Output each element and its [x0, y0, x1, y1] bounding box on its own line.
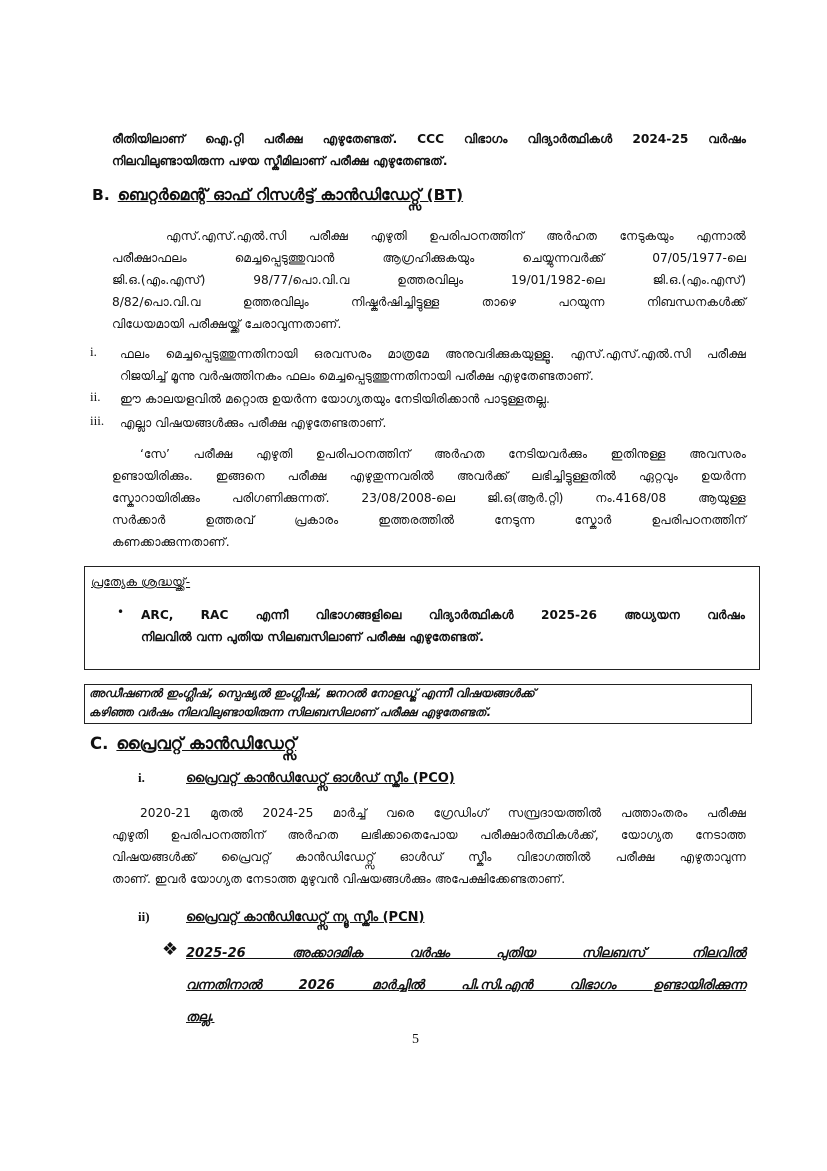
rule-2-number: ii. [90, 389, 101, 404]
section-b-para-line-3: ജി.ഒ.(എം.എസ്) 98/77/പൊ.വി.വ ഉത്തരവിലും 19/01/1982-ലെ ജി.ഒ.(എം.എസ്) [112, 273, 746, 287]
sub-2-number: ii) [138, 909, 150, 924]
intro-line-1: രീതിയിലാണ് ഐ.റ്റി പരീക്ഷ എഴുതേണ്ടത്. CCC വിഭാഗം വിദ്യാർത്ഥികൾ 2024-25 വർഷം [112, 132, 746, 146]
italic-note-line-2: കഴിഞ്ഞ വർഷം നിലവിലുണ്ടായിരുന്ന സിലബസിലാണ് പരീക്ഷ എഴുതേണ്ടത്. [89, 705, 491, 719]
rule-3-number: iii. [90, 413, 105, 428]
say-para-line-2: ഉണ്ടായിരിക്കും. ഇങ്ങനെ പരീക്ഷ എഴുതുന്നവരിൽ അവർക്ക് ലഭിച്ചിട്ടുള്ളതിൽ ഏറ്റവും ഉയർന്ന [112, 469, 746, 483]
section-b-para-line-4: 8/82/പൊ.വി.വ ഉത്തരവിലും നിഷ്കർഷിച്ചിട്ടുള്ള താഴെ പറയുന്ന നിബന്ധനകൾക്ക് [112, 295, 746, 309]
sub-1-line-4: താണ്. ഇവർ യോഗ്യത നേടാത്ത മുഴുവൻ വിഷയങ്ങൾക്കും അപേക്ഷിക്കേണ്ടതാണ്. [112, 872, 566, 886]
special-note-line-1: ARC, RAC എന്നീ വിഭാഗങ്ങളിലെ വിദ്യാർത്ഥികൾ 2025-26 അധ്യയന വർഷം [141, 608, 745, 622]
special-note-line-2: നിലവിൽ വന്ന പുതിയ സിലബസിലാണ് പരീക്ഷ എഴുതേണ്ടത്. [141, 630, 484, 644]
sub-2-line-1: 2025-26 അക്കാദമിക വർഷം പുതിയ സിലബസ് നിലവിൽ [186, 946, 746, 961]
section-b-para-line-2: പരീക്ഷാഫലം മെച്ചപ്പെടുത്തുവാൻ ആഗ്രഹിക്കുകയും ചെയ്യുന്നവർക്ക് 07/05/1977-ലെ [112, 251, 746, 265]
sub-1-line-3: വിഷയങ്ങൾക്ക് പ്രൈവറ്റ് കാൻഡിഡേറ്റ്സ് ഓൾഡ് സ്കീം വിഭാഗത്തിൽ പരീക്ഷ എഴുതാവുന്ന [112, 850, 746, 864]
say-para-line-5: കണക്കാക്കുന്നതാണ്. [112, 535, 230, 549]
section-b-para-line-1: എസ്.എസ്.എൽ.സി പരീക്ഷ എഴുതി ഉപരിപഠനത്തിന് അർഹത നേടുകയും എന്നാൽ [166, 229, 746, 243]
special-note-bullet: • [117, 605, 125, 619]
rule-3-line-1: എല്ലാ വിഷയങ്ങൾക്കും പരീക്ഷ എഴുതേണ്ടതാണ്. [120, 416, 387, 430]
say-para-line-1: ‘സേ’ പരീക്ഷ എഴുതി ഉപരിപഠനത്തിന് അർഹത നേടിയവർക്കും ഇതിനുള്ള അവസരം [140, 447, 746, 461]
section-b-heading [92, 186, 463, 205]
section-c-letter: C. [90, 734, 109, 753]
section-b-title: ബെറ്റർമെന്റ് ഓഫ് റിസൾട്ട് കാൻഡിഡേറ്റ്സ് (BT) [117, 186, 464, 204]
special-note-box [84, 566, 760, 670]
rule-1-number: i. [90, 344, 97, 359]
rule-1-line-1: ഫലം മെച്ചപ്പെടുത്തുന്നതിനായി ഒരവസരം മാത്രമേ അനുവദിക്കുകയുള്ളൂ. എസ്.എസ്.എൽ.സി പരീക്ഷ [120, 347, 746, 361]
special-note-label: പ്രത്യേക ശ്രദ്ധയ്ക്ക്- [91, 575, 191, 589]
italic-note-line-1: അഡീഷണൽ ഇംഗ്ലീഷ്, സ്പെഷ്യൽ ഇംഗ്ലീഷ്, ജനറൽ നോളഡ്ജ് എന്നീ വിഷയങ്ങൾക്ക് [89, 686, 535, 700]
rule-2-line-1: ഈ കാലയളവിൽ മറ്റൊരു ഉയർന്ന യോഗ്യതയും നേടിയിരിക്കാൻ പാടുള്ളതല്ല. [120, 392, 550, 406]
page-number: 5 [412, 1032, 419, 1047]
section-c-title: പ്രൈവറ്റ് കാൻഡിഡേറ്റ്സ് [116, 734, 297, 753]
italic-note-box [84, 684, 752, 724]
section-c-heading [90, 734, 296, 754]
rule-1-line-2: റിജയിച്ച് മൂന്നു വർഷത്തിനകം ഫലം മെച്ചപ്പെടുത്തുന്നതിനായി പരീക്ഷ എഴുതേണ്ടതാണ്. [120, 369, 594, 383]
sub-1-number: i. [138, 770, 145, 785]
sub-1-title: പ്രൈവറ്റ് കാൻഡിഡേറ്റ്സ് ഓൾഡ് സ്കീം (PCO) [186, 771, 455, 786]
sub-2-line-2: വന്നതിനാൽ 2026 മാർച്ചിൽ പി.സി.എൻ വിഭാഗം ഉണ്ടായിരിക്കുന്ന [186, 978, 746, 993]
say-para-line-3: സ്കോറായിരിക്കും പരിഗണിക്കുന്നത്. 23/08/2008-ലെ ജി.ഒ(ആർ.റ്റി) നം.4168/08 ആയുള്ള [112, 491, 746, 505]
sub-2-line-3: തല്ല. [186, 1010, 215, 1025]
say-para-line-4: സർക്കാർ ഉത്തരവ് പ്രകാരം ഇത്തരത്തിൽ നേടുന്ന സ്കോർ ഉപരിപഠനത്തിന് [112, 513, 746, 527]
section-b-para-line-5: വിധേയമായി പരീക്ഷയ്ക്ക് ചേരാവുന്നതാണ്. [112, 317, 342, 331]
sub-1-line-1: 2020-21 മുതൽ 2024-25 മാർച്ച് വരെ ഗ്രേഡിംഗ് സമ്പ്രദായത്തിൽ പത്താംതരം പരീക്ഷ [140, 806, 746, 820]
sub-2-title: പ്രൈവറ്റ് കാൻഡിഡേറ്റ്സ് ന്യൂ സ്കീം (PCN) [186, 910, 425, 925]
section-b-letter: B. [92, 186, 110, 204]
diamond-bullet-icon: ❖ [162, 939, 179, 960]
sub-1-line-2: എഴുതി ഉപരിപഠനത്തിന് അർഹത ലഭിക്കാതെപോയ പരീക്ഷാർത്ഥികൾക്ക്, യോഗ്യത നേടാത്ത [112, 828, 746, 842]
intro-line-2: നിലവിലുണ്ടായിരുന്ന പഴയ സ്കീമിലാണ് പരീക്ഷ എഴുതേണ്ടത്. [112, 154, 448, 168]
